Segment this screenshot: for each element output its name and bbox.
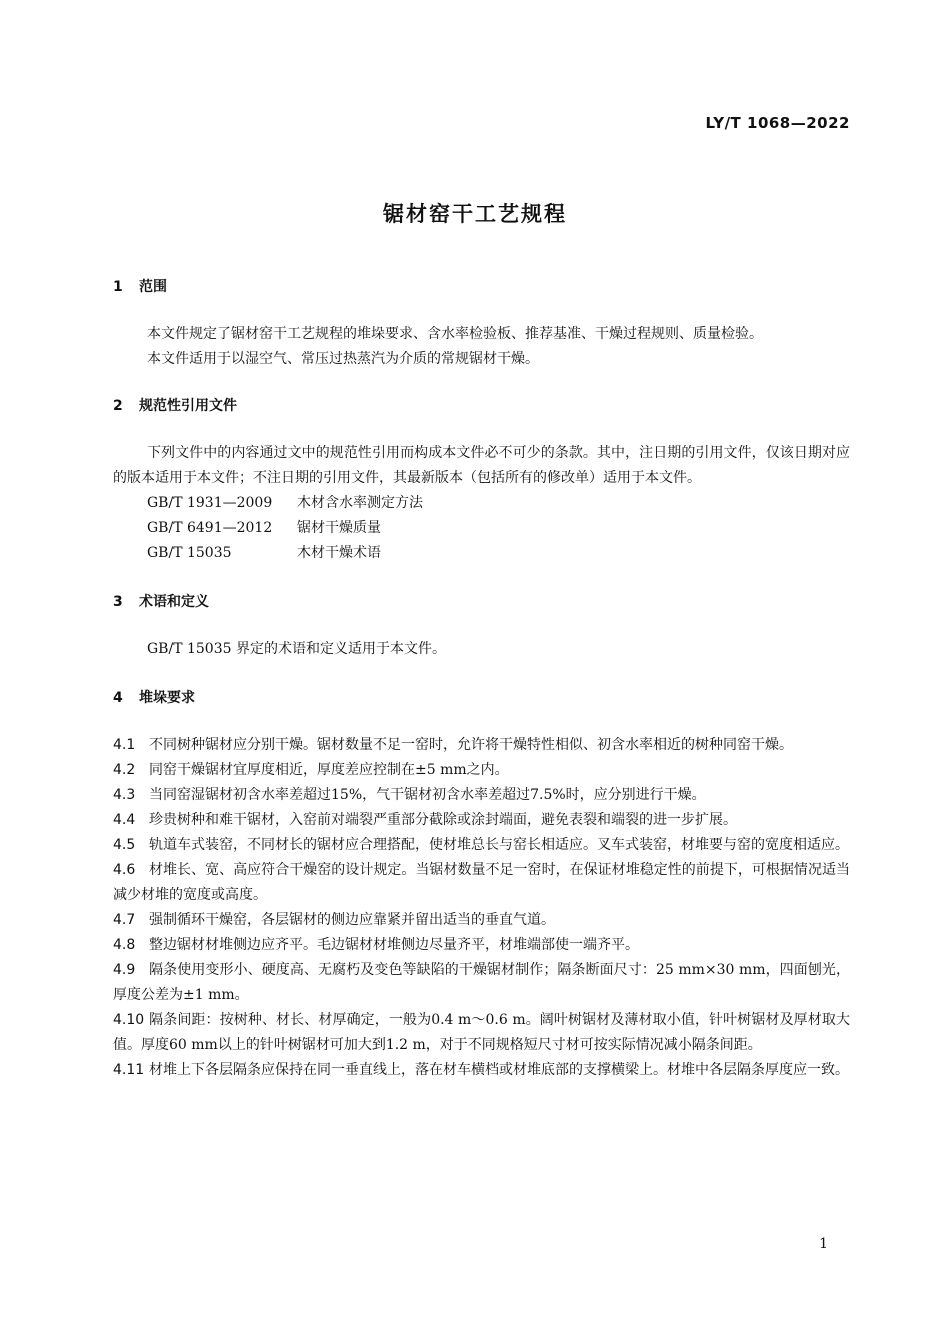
clause-text: 整边锯材材堆侧边应齐平。毛边锯材材堆侧边尽量齐平，材堆端部使一端齐平。	[149, 937, 639, 953]
clause-4-1	[113, 733, 850, 758]
document-body	[113, 276, 850, 1083]
paragraph: 本文件规定了锯材窑干工艺规程的堆垛要求、含水率检验板、推荐基准、干燥过程规则、质量检验。	[147, 326, 763, 342]
page-number: 1	[819, 1236, 828, 1252]
reference-item	[113, 541, 850, 566]
paragraph: 下列文件中的内容通过文中的规范性引用而构成本文件必不可少的条款。其中，注日期的引用文件，仅该日期对应的版本适用于本文件；不注日期的引用文件，其最新版本（包括所有的修改单）适用于本文件。	[113, 445, 850, 486]
clause-text: 隔条间距：按树种、材长、材厚确定，一般为0.4 m～0.6 m。阔叶树锯材及薄材取小值，针叶树锯材及厚材取大值。厚度60 mm以上的针叶树锯材可加大到1.2 m，对于不同规格短尺寸材可按实际情况减小隔条间距。	[113, 1012, 850, 1053]
reference-item	[113, 516, 850, 541]
reference-title: 木材干燥术语	[297, 545, 381, 561]
section-number: 4	[113, 690, 123, 706]
clause-4-11	[113, 1058, 850, 1083]
clause-4-8	[113, 933, 850, 958]
reference-item	[113, 491, 850, 516]
clause-number: 4.5	[113, 837, 136, 853]
section-terms-definitions	[113, 591, 850, 687]
clause-4-10	[113, 1008, 850, 1058]
reference-code: GB/T 1931—2009	[147, 495, 273, 511]
section-number: 1	[113, 279, 123, 295]
clause-4-9	[113, 958, 850, 1008]
document-title: 锯材窑干工艺规程	[383, 202, 567, 226]
clause-number: 4.9	[113, 962, 136, 978]
clause-number: 4.11	[113, 1062, 145, 1078]
clause-number: 4.4	[113, 812, 136, 828]
section-heading	[113, 687, 850, 709]
paragraph: 本文件适用于以湿空气、常压过热蒸汽为介质的常规锯材干燥。	[147, 351, 539, 367]
clause-number: 4.2	[113, 762, 136, 778]
section-heading	[113, 395, 850, 417]
section-title: 堆垛要求	[139, 690, 195, 706]
clause-4-4	[113, 808, 850, 833]
section-heading	[113, 276, 850, 298]
clause-4-5	[113, 833, 850, 858]
reference-title: 锯材干燥质量	[297, 520, 381, 536]
section-stacking-requirements	[113, 687, 850, 1083]
clause-number: 4.3	[113, 787, 136, 803]
clause-number: 4.10	[113, 1012, 145, 1028]
clause-number: 4.7	[113, 912, 136, 928]
clause-text: 材堆长、宽、高应符合干燥窑的设计规定。当锯材数量不足一窑时，在保证材堆稳定性的前提下，可根据情况适当减少材堆的宽度或高度。	[113, 862, 850, 903]
section-title: 规范性引用文件	[139, 398, 237, 414]
reference-code: GB/T 6491—2012	[147, 520, 273, 536]
reference-code: GB/T 15035	[147, 545, 232, 561]
standard-code: LY/T 1068—2022	[705, 114, 850, 132]
clause-text: 轨道车式装窑，不同材长的锯材应合理搭配，使材堆总长与窑长相适应。叉车式装窑，材堆要与窑的宽度相适应。	[149, 837, 849, 853]
clause-text: 强制循环干燥窑，各层锯材的侧边应靠紧并留出适当的垂直气道。	[149, 912, 555, 928]
clause-text: 材堆上下各层隔条应保持在同一垂直线上，落在材车横档或材堆底部的支撑横梁上。材堆中各层隔条厚度应一致。	[149, 1062, 849, 1078]
reference-title: 木材含水率测定方法	[297, 495, 423, 511]
clause-text: 不同树种锯材应分别干燥。锯材数量不足一窑时，允许将干燥特性相似、初含水率相近的树种同窑干燥。	[149, 737, 793, 753]
clause-4-3	[113, 783, 850, 808]
clause-text: 珍贵树种和难干锯材，入窑前对端裂严重部分截除或涂封端面，避免表裂和端裂的进一步扩展。	[149, 812, 737, 828]
section-number: 3	[113, 594, 123, 610]
clause-text: 当同窑湿锯材初含水率差超过15%，气干锯材初含水率差超过7.5%时，应分别进行干燥。	[149, 787, 706, 803]
section-title: 术语和定义	[139, 594, 209, 610]
clause-number: 4.1	[113, 737, 136, 753]
clause-text: 隔条使用变形小、硬度高、无腐朽及变色等缺陷的干燥锯材制作；隔条断面尺寸：25 mm×30 mm，四面刨光，厚度公差为±1 mm。	[113, 962, 850, 1003]
clause-number: 4.6	[113, 862, 136, 878]
paragraph: GB/T 15035 界定的术语和定义适用于本文件。	[147, 641, 446, 657]
section-scope	[113, 276, 850, 395]
section-normative-references	[113, 395, 850, 591]
section-heading	[113, 591, 850, 613]
section-number: 2	[113, 398, 123, 414]
section-title: 范围	[139, 279, 167, 295]
clause-4-7	[113, 908, 850, 933]
clause-4-2	[113, 758, 850, 783]
clause-text: 同窑干燥锯材宜厚度相近，厚度差应控制在±5 mm之内。	[149, 762, 509, 778]
clause-4-6	[113, 858, 850, 908]
clause-number: 4.8	[113, 937, 136, 953]
